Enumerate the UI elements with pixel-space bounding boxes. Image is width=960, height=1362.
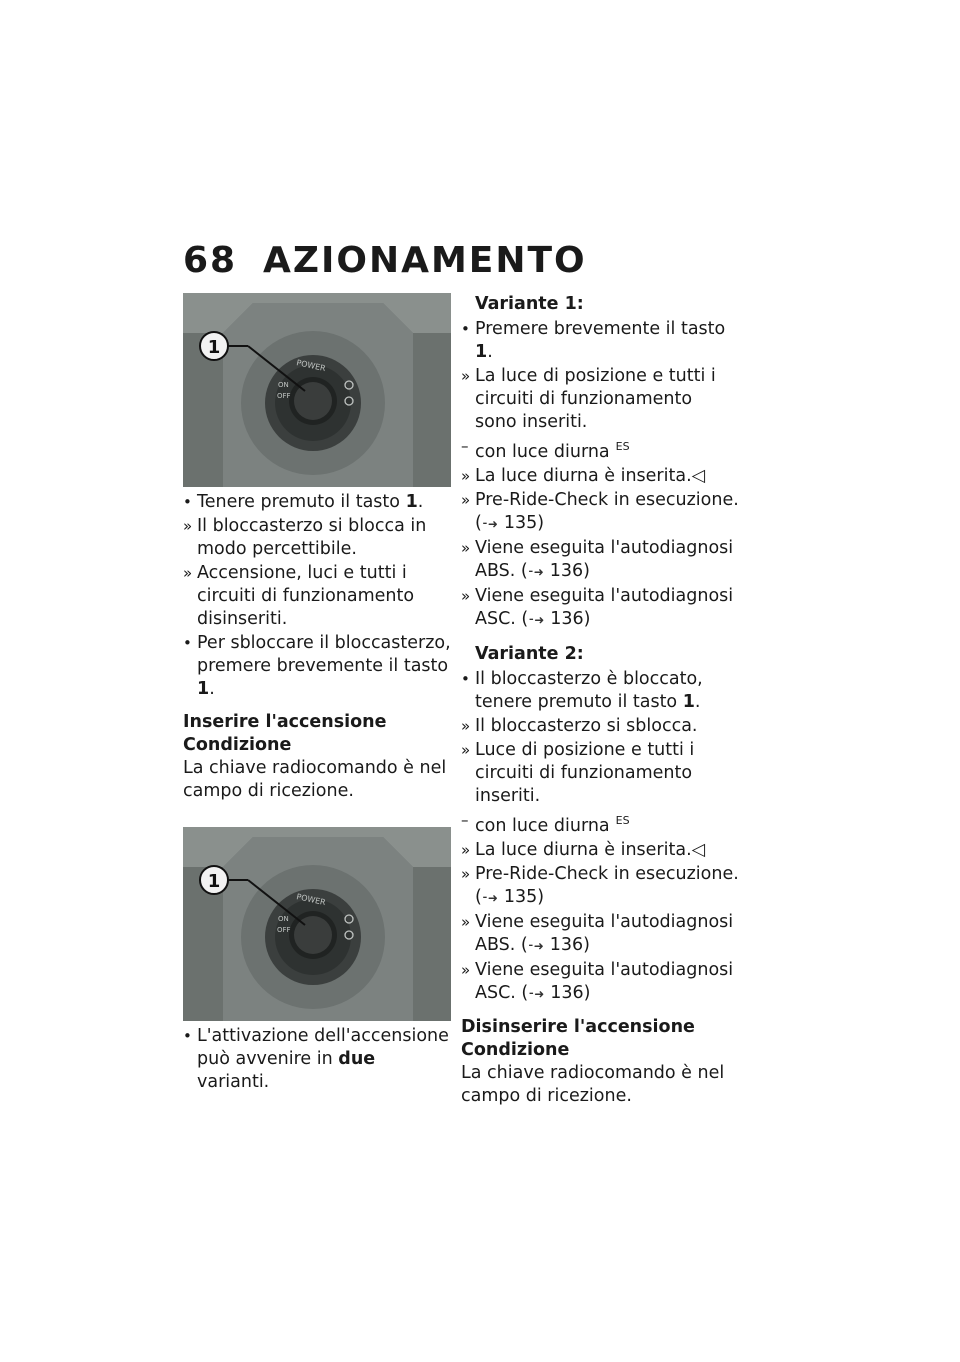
list-item: » La luce diurna è inserita.◁ [461,839,706,860]
ignition-switch-photo-2 [183,827,451,1021]
list-item: • Il bloccasterzo è bloccato, tenere premuto il tasto 1. [461,668,703,712]
section-title: Disinserire l'accensione [461,1016,695,1037]
page-ref-arrow-icon: ⁃➜ [527,938,544,953]
right-column [461,293,739,1108]
section-title: Inserire l'accensione [183,712,387,732]
list-item: » La luce di posizione e tutti i circuiti di funzionamento sono inseriti. [461,366,716,432]
photo-callout-1: 1 [207,871,221,892]
off-label: OFF [277,926,291,934]
page-ref[interactable]: 135 [503,512,538,533]
list-item: • L'attivazione dell'accensione può avvenire in due varianti. [183,1026,449,1092]
page-number: 68 [183,240,238,281]
page-ref-arrow-icon: ⁃➜ [528,612,545,627]
page-ref[interactable]: 136 [550,608,584,629]
list-item: » Viene eseguita l'autodiagnosi ASC. (⁃➜ 136) [461,959,739,1006]
page-ref[interactable]: 136 [549,560,584,581]
power-label: POWER [295,358,327,374]
list-item: » Viene eseguita l'autodiagnosi ASC. (⁃➜ 136) [461,585,739,632]
page-ref-arrow-icon: ⁃➜ [481,890,498,905]
list-item: » Viene eseguita l'autodiagnosi ABS. (⁃➜ 136) [461,911,739,958]
page-ref[interactable]: 135 [503,886,538,907]
option-item: – con luce diurna $^{ES}$ [461,810,630,836]
page-ref-arrow-icon: ⁃➜ [481,516,498,531]
list-item: • Tenere premuto il tasto 1. [183,492,424,512]
option-item: – con luce diurna $^{ES}$ [461,437,630,462]
page-ref-arrow-icon: ⁃➜ [527,564,544,579]
power-label: POWER [295,892,327,908]
list-item: » La luce diurna è inserita.◁ [461,465,706,486]
list-item: » Luce di posizione e tutti i circuiti di funzionamento inseriti. [461,739,695,806]
variant-1-title: Variante 1: [475,294,584,314]
page-ref-arrow-icon: ⁃➜ [528,986,545,1001]
page-ref[interactable]: 136 [549,934,584,955]
list-item: • Per sbloccare il bloccasterzo, premere brevemente il tasto 1. [183,633,451,699]
list-item: • Premere brevemente il tasto 1. [461,319,726,362]
list-item: » Viene eseguita l'autodiagnosi ABS. (⁃➜ 136) [461,537,739,584]
condition-label: Condizione [461,1039,570,1060]
page-ref[interactable]: 136 [550,982,584,1003]
off-label: OFF [277,392,291,400]
condition-text: La chiave radiocomando è nel campo di ricezione. [461,1062,725,1106]
variant-2-title: Variante 2: [475,643,584,664]
on-label: ON [278,915,289,923]
photo-callout-1: 1 [207,337,221,358]
page-title: AZIONAMENTO [263,240,587,281]
list-item: » Il bloccasterzo si sblocca. [461,715,698,736]
left-column [183,293,451,1095]
condition-text: La chiave radiocomando è nel campo di ricezione. [183,758,447,801]
page-header [183,240,587,281]
ignition-switch-photo [183,293,451,487]
list-item: » Accensione, luci e tutti i circuiti di funzionamento disinseriti. [183,563,415,629]
list-item: » Pre-Ride-Check in esecuzione. (⁃➜ 135) [461,489,739,536]
condition-label: Condizione [183,735,292,755]
list-item: » Pre-Ride-Check in esecuzione. (⁃➜ 135) [461,863,739,910]
list-item: » Il bloccasterzo si blocca in modo percettibile. [183,516,427,559]
on-label: ON [278,381,289,389]
